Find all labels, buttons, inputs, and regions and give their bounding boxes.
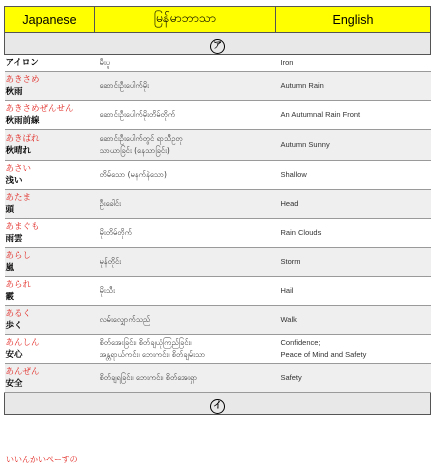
english-text: Iron (276, 55, 431, 72)
kanji-text: 頭 (5, 205, 15, 215)
kana-text: あるく (5, 309, 32, 319)
kanji-text: 歩く (5, 321, 23, 331)
kana-text: あきさめぜんせん (5, 104, 74, 114)
header-row (5, 7, 431, 33)
myanmar-text: ဦးခေါင်း (95, 190, 276, 219)
kana-text: あさい (5, 164, 32, 174)
kana-text: あきばれ (5, 134, 40, 144)
kana-text: あんしん (5, 338, 40, 348)
table-row (5, 161, 431, 190)
english-text: Rain Clouds (276, 219, 431, 248)
english-text: Shallow (276, 161, 431, 190)
kanji-text: 安心 (5, 350, 23, 360)
table-row (5, 130, 431, 161)
myanmar-text: ဆောင်းဦးပေါက်မိုးတိမ်တိုက် (95, 101, 276, 130)
section-header-a (5, 33, 431, 55)
kanji-text: 秋雨 (5, 87, 23, 97)
kanji-text: 秋晴れ (5, 146, 32, 156)
table-row (5, 72, 431, 101)
myanmar-text: မိုးသီး (95, 277, 276, 306)
header-myanmar: မြန်မာဘာသာ (95, 7, 276, 33)
myanmar-text-line2: သာယာခြင်း (နေသာခြင်း) (99, 146, 170, 155)
table-row (5, 248, 431, 277)
table-row (5, 364, 431, 393)
kanji-text: 嵐 (5, 263, 15, 273)
myanmar-text: စိတ်ချရခြင်း၊ ဘေးကင်း၊ စိတ်အေးရှာ (95, 364, 276, 393)
partial-next-entry: いいんかいぺーすの (6, 456, 78, 464)
table-row (5, 277, 431, 306)
myanmar-text: စိတ်အေးခြင်း၊ စိတ်ချယုံကြည်ခြင်း၊ (99, 338, 192, 347)
english-text: Head (276, 190, 431, 219)
kanji-text: 秋雨前線 (5, 116, 40, 126)
myanmar-text: မုန်တိုင်း (95, 248, 276, 277)
vocabulary-table (4, 6, 431, 415)
english-text: Autumn Rain (276, 72, 431, 101)
table-row (5, 101, 431, 130)
table-row (5, 306, 431, 335)
english-text: Confidence; (280, 338, 321, 347)
kana-text: あられ (5, 280, 32, 290)
myanmar-text: ဆောင်းဦးပေါက်မိုး (95, 72, 276, 101)
table-row (5, 335, 431, 364)
myanmar-text-line2: အန္တရာယ်ကင်း၊ ဘေးကင်း၊ စိတ်ချမ်းသာ (99, 350, 206, 359)
section-marker: イ (210, 399, 225, 414)
kana-text: あらし (5, 251, 32, 261)
english-text: Walk (276, 306, 431, 335)
english-text-line2: Peace of Mind and Safety (280, 350, 367, 359)
myanmar-text: လမ်းလျှောက်သည် (95, 306, 276, 335)
header-japanese: Japanese (5, 7, 95, 33)
kana-text: あんぜん (5, 367, 40, 377)
table-row (5, 219, 431, 248)
kana-text: アイロン (5, 58, 39, 68)
myanmar-text: မိုးတိမ်တိုက် (95, 219, 276, 248)
table-row (5, 190, 431, 219)
kana-text: あまぐも (5, 222, 40, 232)
section-marker: ア (210, 39, 225, 54)
kanji-text: 安全 (5, 379, 23, 389)
english-text: Safety (276, 364, 431, 393)
kana-text: あたま (5, 193, 32, 203)
english-text: Storm (276, 248, 431, 277)
english-text: Autumn Sunny (276, 130, 431, 161)
kanji-text: 霰 (5, 292, 15, 302)
myanmar-text: ဆောင်းဦးပေါက်တွင် ရာသီဥတု (99, 134, 183, 143)
myanmar-text: မီးပူ (95, 55, 276, 72)
section-header-i (5, 393, 431, 415)
english-text: Hail (276, 277, 431, 306)
header-english: English (276, 7, 431, 33)
table-row (5, 55, 431, 72)
kanji-text: 雨雲 (5, 234, 23, 244)
english-text: An Autumnal Rain Front (276, 101, 431, 130)
myanmar-text: တိမ်သော (မနက်နဲသော) (95, 161, 276, 190)
kana-text: あきさめ (5, 75, 40, 85)
kanji-text: 浅い (5, 176, 23, 186)
